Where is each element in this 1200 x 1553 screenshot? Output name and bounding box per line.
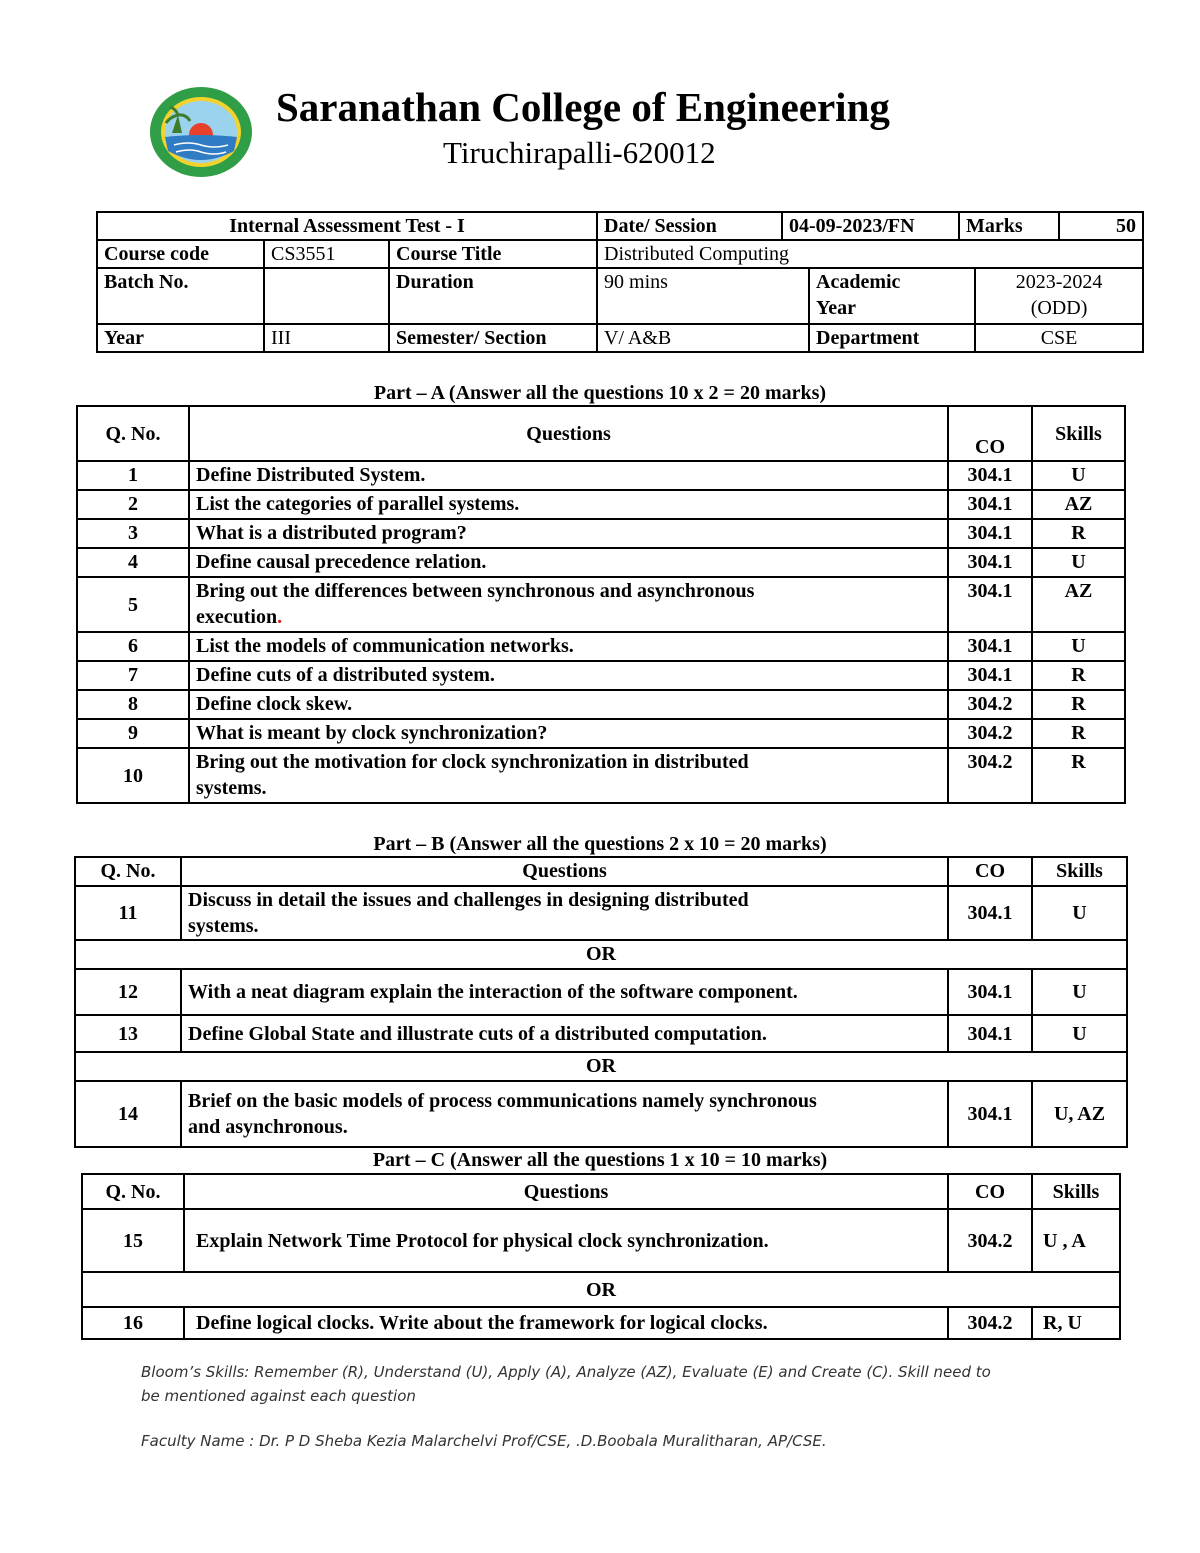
question-skill: U, AZ — [1032, 1081, 1127, 1147]
question-skill: R, U — [1032, 1307, 1120, 1339]
question-co: 304.1 — [948, 632, 1032, 661]
question-skill: U , A — [1032, 1209, 1120, 1272]
blooms-note-line-1: Bloom’s Skills: Remember (R), Understand (U), Apply (A), Analyze (AZ), Evaluate (E) and Create (C). Skill need to — [141, 1363, 991, 1381]
part-c-table — [81, 1173, 1121, 1340]
question-number: 11 — [75, 886, 181, 940]
question-skill: R — [1032, 719, 1125, 748]
part-a-header-skills: Skills — [1032, 406, 1125, 461]
course-code-value: CS3551 — [264, 240, 389, 268]
course-code-label: Course code — [97, 240, 264, 268]
question-co: 304.1 — [948, 969, 1032, 1015]
question-skill: AZ — [1032, 577, 1125, 632]
question-skill: R — [1032, 690, 1125, 719]
question-number: 1 — [77, 461, 189, 490]
table-row — [75, 886, 1127, 940]
academic-year-label-2: Year — [816, 297, 856, 319]
duration-value: 90 mins — [597, 268, 809, 324]
table-row — [77, 519, 1125, 548]
course-title-label: Course Title — [389, 240, 597, 268]
part-c-header-questions: Questions — [184, 1174, 948, 1209]
question-text: With a neat diagram explain the interaction of the software component. — [181, 969, 948, 1015]
blooms-note-line-2: be mentioned against each question — [141, 1387, 416, 1405]
table-row — [75, 969, 1127, 1015]
question-co: 304.1 — [948, 548, 1032, 577]
question-text — [189, 748, 948, 803]
table-row — [77, 490, 1125, 519]
question-number: 7 — [77, 661, 189, 690]
question-text: Define causal precedence relation. — [189, 548, 948, 577]
table-row — [77, 548, 1125, 577]
question-text-line-1: Bring out the differences between synchronous and asynchronous — [196, 580, 755, 602]
part-a-header-co: CO — [948, 406, 1032, 461]
question-co: 304.1 — [948, 1081, 1032, 1147]
duration-label: Duration — [389, 268, 597, 324]
question-skill: AZ — [1032, 490, 1125, 519]
question-text: Define clock skew. — [189, 690, 948, 719]
academic-year-value-1: 2023-2024 — [1015, 271, 1103, 293]
question-text-line-1: Bring out the motivation for clock synchronization in distributed — [196, 751, 749, 773]
question-skill: U — [1032, 548, 1125, 577]
academic-year-label-1: Academic — [816, 271, 901, 293]
or-separator: OR — [82, 1272, 1120, 1307]
part-c-header-co: CO — [948, 1174, 1032, 1209]
faculty-name: Faculty Name : Dr. P D Sheba Kezia Malarchelvi Prof/CSE, .D.Boobala Muralitharan, AP/CSE. — [141, 1432, 827, 1450]
question-text-red-dot: . — [277, 606, 283, 628]
marks-label: Marks — [959, 212, 1059, 240]
college-name: Saranathan College of Engineering — [276, 84, 890, 130]
academic-year-value — [975, 268, 1143, 324]
table-row — [77, 690, 1125, 719]
question-text: Define cuts of a distributed system. — [189, 661, 948, 690]
table-row — [77, 577, 1125, 632]
question-text: List the categories of parallel systems. — [189, 490, 948, 519]
semester-label: Semester/ Section — [389, 324, 597, 352]
year-label: Year — [97, 324, 264, 352]
or-separator: OR — [75, 1052, 1127, 1081]
question-co: 304.1 — [948, 886, 1032, 940]
question-skill: U — [1032, 886, 1127, 940]
question-co: 304.1 — [948, 577, 1032, 632]
table-row — [82, 1307, 1120, 1339]
question-skill: R — [1032, 661, 1125, 690]
part-c-header-skills: Skills — [1032, 1174, 1120, 1209]
question-text-line-1: Brief on the basic models of process communications namely synchronous — [188, 1090, 817, 1112]
question-text — [189, 577, 948, 632]
question-number: 6 — [77, 632, 189, 661]
question-number: 3 — [77, 519, 189, 548]
table-row — [77, 661, 1125, 690]
part-b-header-skills: Skills — [1032, 857, 1127, 886]
marks-value: 50 — [1059, 212, 1143, 240]
table-row — [77, 719, 1125, 748]
question-text: What is a distributed program? — [189, 519, 948, 548]
part-b-header-co: CO — [948, 857, 1032, 886]
part-a-header-qno: Q. No. — [77, 406, 189, 461]
question-text — [181, 1081, 948, 1147]
table-row — [75, 1081, 1127, 1147]
question-text: Define Distributed System. — [189, 461, 948, 490]
academic-year-value-2: (ODD) — [1030, 297, 1088, 319]
question-skill: R — [1032, 748, 1125, 803]
table-row — [77, 461, 1125, 490]
part-a-table — [76, 405, 1126, 804]
part-b-table — [74, 856, 1128, 1148]
question-co: 304.2 — [948, 690, 1032, 719]
table-row — [82, 1209, 1120, 1272]
date-label: Date/ Session — [597, 212, 782, 240]
question-text: List the models of communication networks. — [189, 632, 948, 661]
question-number: 2 — [77, 490, 189, 519]
department-value: CSE — [975, 324, 1143, 352]
question-co: 304.1 — [948, 519, 1032, 548]
question-co: 304.2 — [948, 1307, 1032, 1339]
academic-year-label — [809, 268, 975, 324]
table-row — [77, 748, 1125, 803]
question-skill: U — [1032, 1015, 1127, 1052]
question-co: 304.1 — [948, 490, 1032, 519]
question-number: 16 — [82, 1307, 184, 1339]
college-logo — [148, 85, 254, 179]
semester-value: V/ A&B — [597, 324, 809, 352]
part-c-header-qno: Q. No. — [82, 1174, 184, 1209]
test-name: Internal Assessment Test - I — [97, 212, 597, 240]
question-number: 14 — [75, 1081, 181, 1147]
batch-label: Batch No. — [97, 268, 264, 324]
question-number: 12 — [75, 969, 181, 1015]
department-label: Department — [809, 324, 975, 352]
question-text-line-2: systems. — [196, 777, 267, 799]
question-text-line-1: Discuss in detail the issues and challenges in designing distributed — [188, 889, 749, 911]
question-number: 15 — [82, 1209, 184, 1272]
question-number: 13 — [75, 1015, 181, 1052]
question-skill: R — [1032, 519, 1125, 548]
question-number: 5 — [77, 577, 189, 632]
info-table — [96, 211, 1144, 353]
question-co: 304.2 — [948, 1209, 1032, 1272]
part-b-header-qno: Q. No. — [75, 857, 181, 886]
question-co: 304.2 — [948, 748, 1032, 803]
question-number: 10 — [77, 748, 189, 803]
question-co: 304.1 — [948, 461, 1032, 490]
question-text: Define logical clocks. Write about the framework for logical clocks. — [184, 1307, 948, 1339]
part-a-header-questions: Questions — [189, 406, 948, 461]
question-number: 8 — [77, 690, 189, 719]
question-text: Explain Network Time Protocol for physical clock synchronization. — [184, 1209, 948, 1272]
year-value: III — [264, 324, 389, 352]
question-co: 304.1 — [948, 661, 1032, 690]
question-text-line-2: systems. — [188, 915, 259, 937]
question-number: 4 — [77, 548, 189, 577]
question-skill: U — [1032, 632, 1125, 661]
course-title-value: Distributed Computing — [597, 240, 1143, 268]
batch-value — [264, 268, 389, 324]
question-skill: U — [1032, 461, 1125, 490]
college-address: Tiruchirapalli-620012 — [443, 135, 716, 170]
question-text-line-2: execution — [196, 606, 278, 628]
question-number: 9 — [77, 719, 189, 748]
question-text: Define Global State and illustrate cuts of a distributed computation. — [181, 1015, 948, 1052]
question-text: What is meant by clock synchronization? — [189, 719, 948, 748]
part-b-header-questions: Questions — [181, 857, 948, 886]
question-text-line-2: and asynchronous. — [188, 1116, 348, 1138]
question-co: 304.2 — [948, 719, 1032, 748]
part-c-title: Part – C (Answer all the questions 1 x 10 = 10 marks) — [372, 1149, 828, 1171]
question-co: 304.1 — [948, 1015, 1032, 1052]
or-separator: OR — [75, 940, 1127, 969]
part-b-title: Part – B (Answer all the questions 2 x 10 = 20 marks) — [373, 833, 827, 855]
question-skill: U — [1032, 969, 1127, 1015]
college-logo-icon — [148, 85, 254, 179]
table-row — [77, 632, 1125, 661]
date-value: 04-09-2023/FN — [782, 212, 959, 240]
table-row — [75, 1015, 1127, 1052]
part-a-title: Part – A (Answer all the questions 10 x 2 = 20 marks) — [373, 382, 827, 404]
question-text — [181, 886, 948, 940]
